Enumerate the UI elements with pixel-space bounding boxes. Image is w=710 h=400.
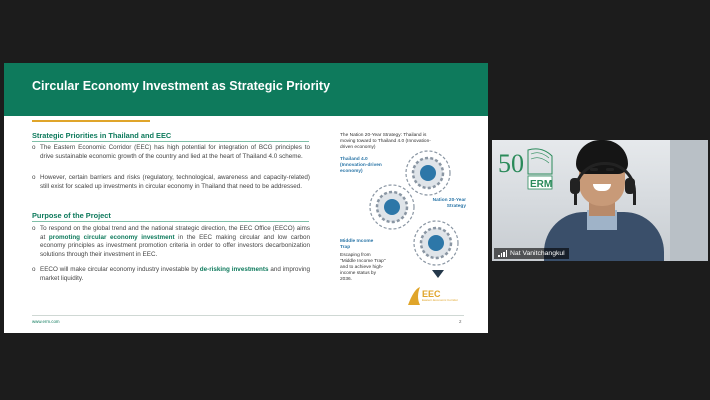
headset-earcup xyxy=(625,178,635,194)
bullet-derisking xyxy=(32,266,310,283)
bullet-text: The Eastern Economic Corridor (EEC) has high potential for integration of BCG principles to drive sustainable economic growth of the country and lied at the heart of Thailand 4.0 scheme. xyxy=(40,144,310,160)
slide-title: Circular Economy Investment as Strategic Priority xyxy=(32,79,331,93)
arrow-down-icon xyxy=(432,270,444,278)
shared-slide xyxy=(4,63,488,333)
bullet-text: EECO will make circular economy industry investable by xyxy=(40,266,200,273)
bullet-text: and improving market liquidity. xyxy=(40,266,310,282)
section-heading-priorities: Strategic Priorities in Thailand and EEC xyxy=(32,131,172,140)
svg-text:ERM: ERM xyxy=(530,179,553,190)
bullet-text: However, certain barriers and risks (regulatory, technological, awareness and capacity-related) still exist for scaled up investments in circular economy in Thailand that need to be addressed. xyxy=(40,174,310,190)
diagram-caption: The Nation 20-Year Strategy: Thailand is moving toward to Thailand 4.0 (Innovation-driven economy) xyxy=(340,133,431,150)
highlight-text: promoting circular economy investment xyxy=(48,233,175,241)
erm-50-logo xyxy=(498,146,554,192)
footer-url: www.erm.com xyxy=(32,319,60,324)
label-middle-income: Middle Income Trap xyxy=(340,239,374,250)
page-number: 2 xyxy=(459,319,462,324)
slide-header xyxy=(4,63,488,116)
bullet-text: in the EEC making circular and low carbon economy principles as investment promotion criteria in order to offer investors decarbonization solutions through their investment in EEC. xyxy=(40,233,310,258)
title-underline xyxy=(32,120,150,122)
bullet-eec-potential xyxy=(32,144,310,161)
video-background-door xyxy=(670,140,708,261)
eec-logo-text: EEC xyxy=(422,289,441,299)
signal-strength-icon xyxy=(498,250,507,257)
label-thailand-40: Thailand 4.0 (Innovation-driven economy) xyxy=(340,157,382,174)
bullet-marker: o xyxy=(32,144,36,151)
eec-logo-mark xyxy=(406,285,422,307)
section-divider xyxy=(32,221,309,222)
participant-name-tag xyxy=(494,248,569,259)
label-nation-20-year: Nation 20-Year Strategy xyxy=(432,198,466,209)
headset-earcup xyxy=(570,178,580,194)
participant-eye xyxy=(606,168,614,171)
bullet-marker: o xyxy=(32,174,36,181)
bullet-marker: o xyxy=(32,225,36,232)
section-divider xyxy=(32,141,309,142)
participant-video-tile[interactable] xyxy=(492,140,708,261)
svg-text:50: 50 xyxy=(498,149,524,178)
eec-logo-subtitle: Eastern Economic Corridor xyxy=(422,298,459,302)
section-heading-purpose: Purpose of the Project xyxy=(32,211,111,220)
bullet-barriers xyxy=(32,174,310,191)
bullet-text: To respond on the global trend and the national strategic direction, the EEC Office (EECO) aims at xyxy=(40,225,310,241)
participant-eye xyxy=(590,168,598,171)
bullet-purpose xyxy=(32,225,310,259)
footer-divider xyxy=(32,315,464,316)
highlight-text: de-risking investments xyxy=(199,266,269,273)
gear-icon xyxy=(410,217,462,269)
escaping-caption: Escaping from "Middle Income Trap" and to achieve high-income status by 2036. xyxy=(340,253,386,282)
bullet-marker: o xyxy=(32,266,36,273)
participant-name: Nat Vanitchangkul xyxy=(510,250,565,257)
